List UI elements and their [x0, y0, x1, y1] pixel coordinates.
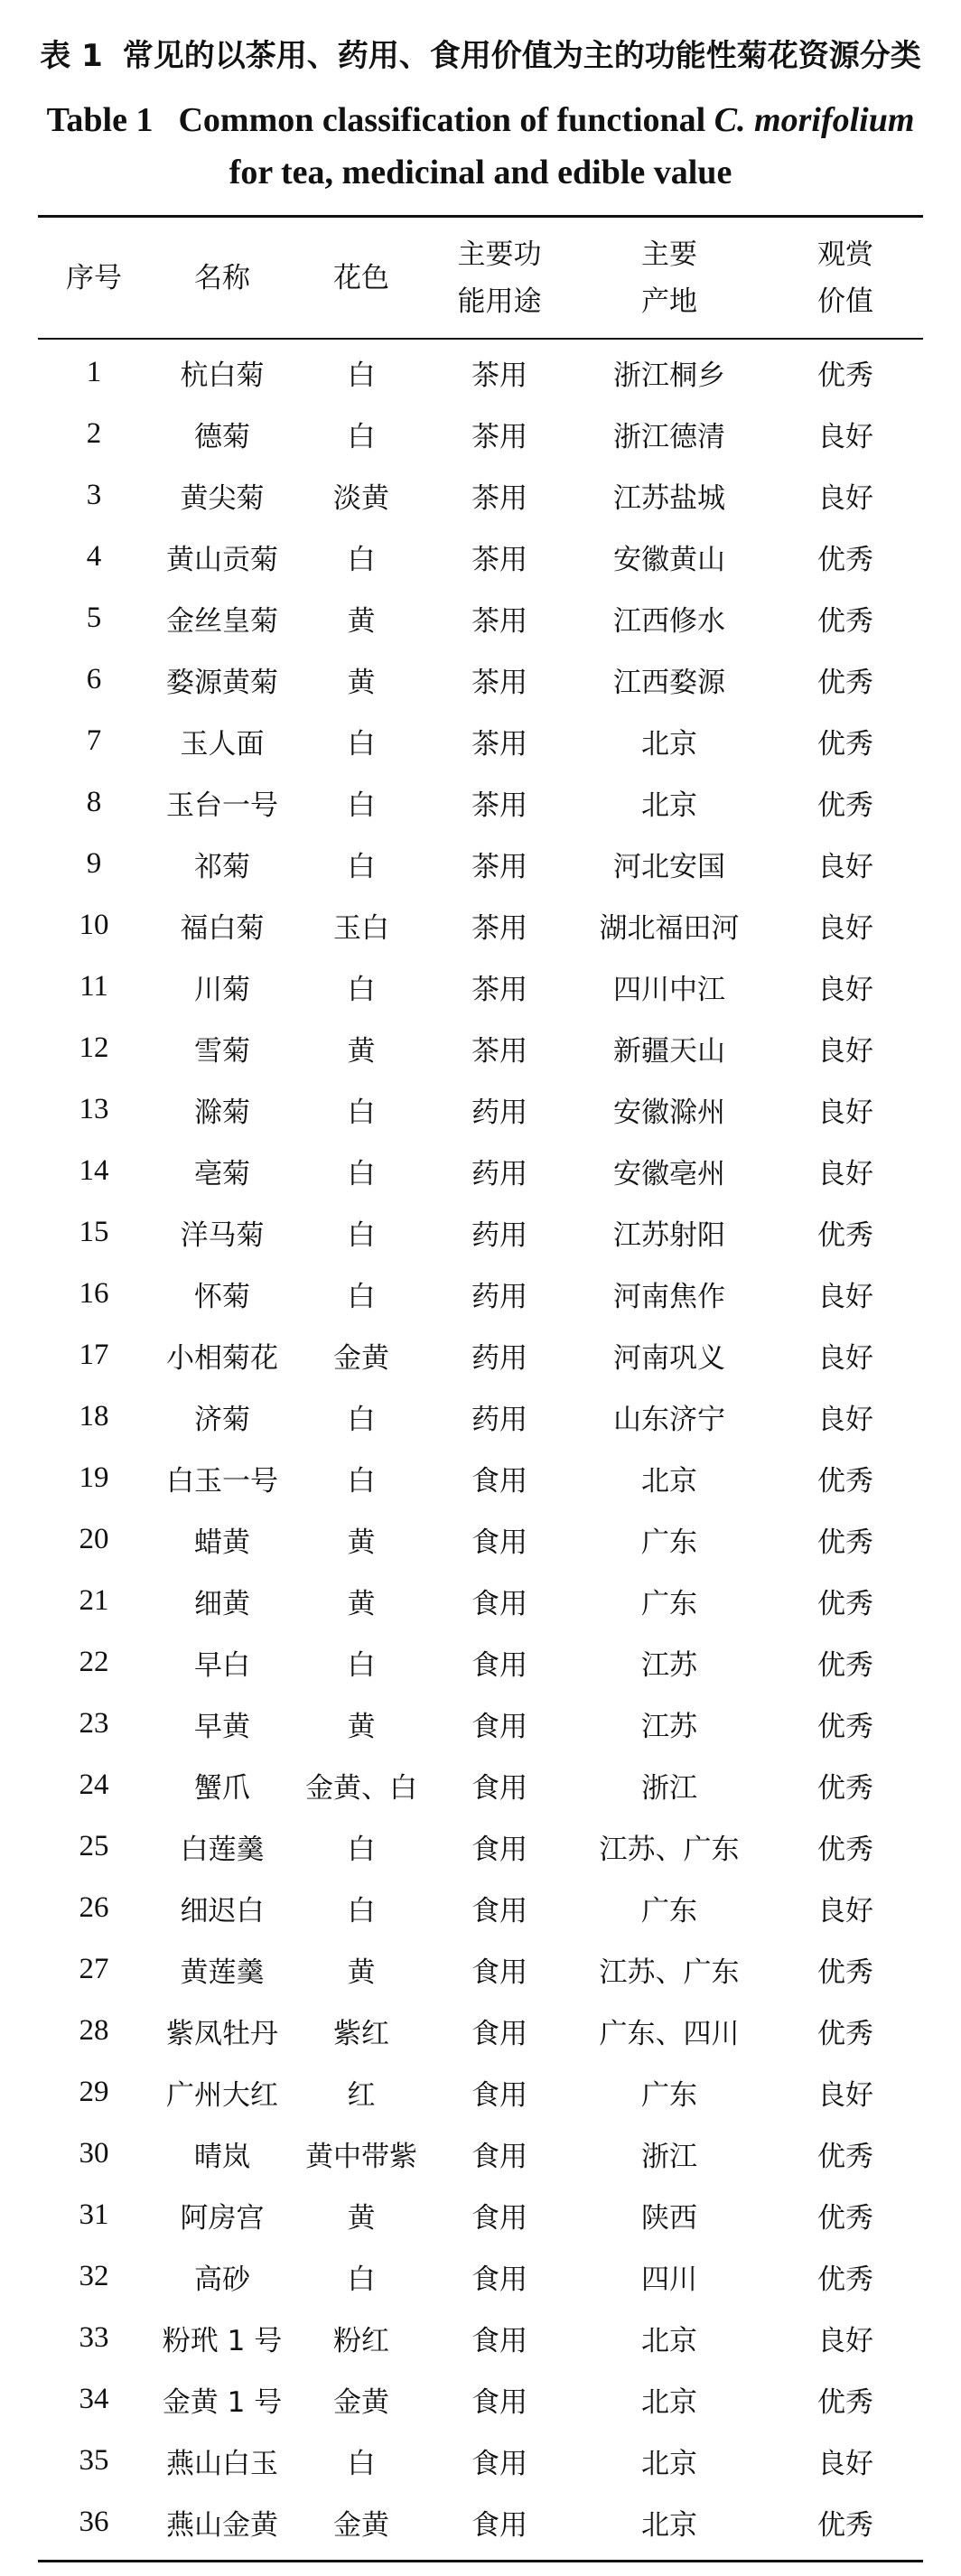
table-bottom-rule	[38, 2560, 923, 2562]
cell-name: 白莲羹	[180, 1833, 265, 1866]
header-value-line1: 观赏	[817, 238, 873, 271]
cell-value: 良好	[817, 2078, 873, 2112]
cell-color: 白	[347, 359, 376, 392]
cell-value: 优秀	[817, 359, 873, 392]
cell-value: 优秀	[817, 1955, 873, 1989]
caption-zh-title: 常见的以茶用、药用、食用价值为主的功能性菊花资源分类	[122, 38, 921, 74]
table-row	[38, 1815, 923, 1877]
cell-color: 金黄	[333, 2385, 389, 2419]
cell-use: 药用	[471, 1218, 527, 1252]
cell-color: 白	[347, 727, 376, 761]
table-body	[38, 341, 923, 2553]
cell-use: 食用	[471, 2263, 527, 2296]
cell-value: 优秀	[817, 1464, 873, 1498]
cell-origin: 江苏	[641, 1710, 697, 1743]
cell-use: 茶用	[471, 1034, 527, 1068]
cell-name: 怀菊	[194, 1280, 250, 1313]
table-row	[38, 2491, 923, 2553]
cell-name: 早白	[194, 1648, 250, 1682]
cell-origin: 广东、四川	[599, 2017, 740, 2050]
cell-origin: 山东济宁	[613, 1403, 725, 1436]
cell-name: 广州大红	[166, 2078, 278, 2112]
cell-color: 玉白	[333, 911, 389, 945]
cell-no: 35	[79, 2443, 109, 2477]
cell-color: 黄	[347, 1955, 376, 1989]
cell-use: 药用	[471, 1096, 527, 1129]
cell-use: 食用	[471, 1894, 527, 1927]
cell-use: 药用	[471, 1157, 527, 1190]
header-name-label: 名称	[194, 261, 250, 294]
cell-origin: 江苏、广东	[599, 1955, 740, 1989]
cell-color: 黄	[347, 666, 376, 699]
cell-use: 茶用	[471, 911, 527, 945]
cell-no: 33	[79, 2320, 109, 2354]
table-row	[38, 403, 923, 464]
table-row	[38, 2307, 923, 2368]
cell-no: 31	[79, 2198, 109, 2231]
cell-value: 良好	[817, 973, 873, 1006]
cell-origin: 浙江德清	[613, 420, 725, 453]
cell-color: 白	[347, 1218, 376, 1252]
cell-origin: 四川	[641, 2263, 697, 2296]
cell-no: 11	[79, 969, 108, 1003]
table-row	[38, 1263, 923, 1324]
cell-origin: 江苏盐城	[613, 481, 725, 515]
cell-name: 亳菊	[194, 1157, 250, 1190]
cell-name: 雪菊	[194, 1034, 250, 1068]
table-row	[38, 464, 923, 526]
cell-use: 食用	[471, 1771, 527, 1805]
cell-origin: 安徽黄山	[613, 543, 725, 576]
cell-value: 良好	[817, 1894, 873, 1927]
table-row	[38, 956, 923, 1017]
cell-value: 良好	[817, 2447, 873, 2480]
cell-no: 25	[79, 1829, 109, 1862]
cell-origin: 四川中江	[613, 973, 725, 1006]
cell-color: 白	[347, 1648, 376, 1682]
cell-origin: 安徽亳州	[613, 1157, 725, 1190]
cell-origin: 北京	[641, 2447, 697, 2480]
cell-value: 良好	[817, 1341, 873, 1375]
cell-origin: 浙江桐乡	[613, 359, 725, 392]
cell-origin: 陕西	[641, 2201, 697, 2235]
header-origin-line1: 主要	[641, 238, 697, 271]
cell-value: 良好	[817, 1157, 873, 1190]
cell-use: 茶用	[471, 604, 527, 638]
cell-value: 优秀	[817, 2140, 873, 2173]
cell-name: 蜡黄	[194, 1526, 250, 1559]
cell-no: 1	[86, 355, 102, 388]
cell-no: 4	[86, 539, 102, 573]
header-no	[38, 218, 150, 338]
cell-no: 27	[79, 1952, 109, 1985]
cell-name: 黄山贡菊	[166, 543, 278, 576]
table-row	[38, 1877, 923, 1938]
cell-use: 食用	[471, 1710, 527, 1743]
cell-use: 茶用	[471, 789, 527, 822]
caption-en-title-prefix: Common classification of functional	[178, 101, 714, 139]
caption-english	[36, 94, 925, 199]
cell-no: 24	[79, 1768, 109, 1801]
cell-color: 紫红	[333, 2017, 389, 2050]
cell-value: 优秀	[817, 666, 873, 699]
table-row	[38, 1570, 923, 1631]
cell-color: 白	[347, 1096, 376, 1129]
cell-origin: 北京	[641, 727, 697, 761]
cell-no: 18	[79, 1399, 109, 1433]
cell-origin: 北京	[641, 789, 697, 822]
cell-no: 21	[79, 1583, 109, 1617]
cell-name: 金黄 1 号	[162, 2385, 283, 2419]
header-use-line2: 能用途	[457, 285, 542, 318]
cell-no: 29	[79, 2075, 109, 2108]
cell-use: 茶用	[471, 543, 527, 576]
cell-color: 黄	[347, 2201, 376, 2235]
cell-no: 8	[86, 785, 102, 818]
cell-color: 白	[347, 1833, 376, 1866]
cell-color: 粉红	[333, 2324, 389, 2357]
table-row	[38, 2430, 923, 2491]
table-row	[38, 1386, 923, 1447]
cell-name: 玉台一号	[166, 789, 278, 822]
header-use	[428, 218, 571, 338]
cell-name: 黄莲羹	[180, 1955, 265, 1989]
table-row	[38, 1324, 923, 1386]
cell-origin: 江西修水	[613, 604, 725, 638]
cell-value: 优秀	[817, 1526, 873, 1559]
cell-use: 茶用	[471, 973, 527, 1006]
cell-origin: 广东	[641, 2078, 697, 2112]
cell-value: 良好	[817, 1403, 873, 1436]
header-origin-line2: 产地	[641, 285, 697, 318]
table-row	[38, 1017, 923, 1078]
table-row	[38, 2123, 923, 2184]
table-row	[38, 2000, 923, 2061]
table-row	[38, 894, 923, 956]
table-row	[38, 710, 923, 771]
cell-name: 小相菊花	[166, 1341, 278, 1375]
header-origin	[571, 218, 768, 338]
table-header	[38, 218, 923, 338]
cell-name: 高砂	[194, 2263, 250, 2296]
cell-color: 红	[347, 2078, 376, 2112]
cell-color: 淡黄	[333, 481, 389, 515]
cell-name: 济菊	[194, 1403, 250, 1436]
cell-value: 良好	[817, 850, 873, 883]
cell-no: 9	[86, 846, 102, 880]
cell-origin: 河南巩义	[613, 1341, 725, 1375]
cell-color: 白	[347, 973, 376, 1006]
cell-color: 白	[347, 1280, 376, 1313]
cell-name: 德菊	[194, 420, 250, 453]
cell-origin: 江苏、广东	[599, 1833, 740, 1866]
table-row	[38, 649, 923, 710]
cell-name: 婺源黄菊	[166, 666, 278, 699]
cell-color: 黄中带紫	[305, 2140, 417, 2173]
cell-value: 良好	[817, 481, 873, 515]
cell-color: 白	[347, 850, 376, 883]
cell-no: 15	[79, 1215, 109, 1248]
cell-name: 洋马菊	[180, 1218, 265, 1252]
cell-no: 6	[86, 662, 102, 695]
cell-value: 优秀	[817, 1648, 873, 1682]
cell-name: 川菊	[194, 973, 250, 1006]
cell-use: 药用	[471, 1403, 527, 1436]
cell-no: 19	[79, 1461, 109, 1494]
cell-name: 燕山白玉	[166, 2447, 278, 2480]
table-row	[38, 1447, 923, 1508]
cell-value: 良好	[817, 911, 873, 945]
header-value-line2: 价值	[817, 285, 873, 318]
cell-origin: 北京	[641, 2324, 697, 2357]
table-row	[38, 1938, 923, 2000]
cell-origin: 江苏	[641, 1648, 697, 1682]
cell-name: 紫凤牡丹	[166, 2017, 278, 2050]
table-row	[38, 833, 923, 894]
cell-origin: 湖北福田河	[599, 911, 740, 945]
cell-use: 药用	[471, 1280, 527, 1313]
cell-color: 黄	[347, 1526, 376, 1559]
cell-no: 32	[79, 2259, 109, 2292]
cell-color: 黄	[347, 604, 376, 638]
cell-use: 茶用	[471, 420, 527, 453]
cell-name: 早黄	[194, 1710, 250, 1743]
cell-no: 3	[86, 478, 102, 511]
cell-name: 细黄	[194, 1587, 250, 1620]
cell-name: 晴岚	[194, 2140, 250, 2173]
cell-origin: 广东	[641, 1587, 697, 1620]
cell-value: 优秀	[817, 1218, 873, 1252]
cell-no: 7	[86, 723, 102, 757]
cell-use: 食用	[471, 2447, 527, 2480]
cell-value: 优秀	[817, 1710, 873, 1743]
table-row	[38, 2245, 923, 2307]
cell-color: 金黄、白	[305, 1771, 417, 1805]
table-row	[38, 771, 923, 833]
cell-no: 5	[86, 601, 102, 634]
table-header-rule	[38, 338, 923, 340]
header-name	[150, 218, 294, 338]
cell-use: 食用	[471, 2078, 527, 2112]
cell-no: 12	[79, 1031, 109, 1064]
cell-origin: 北京	[641, 2508, 697, 2542]
cell-name: 祁菊	[194, 850, 250, 883]
table-row	[38, 1693, 923, 1754]
table-row	[38, 2368, 923, 2430]
cell-use: 食用	[471, 2017, 527, 2050]
cell-use: 食用	[471, 2508, 527, 2542]
cell-value: 优秀	[817, 1833, 873, 1866]
cell-value: 良好	[817, 1034, 873, 1068]
cell-name: 福白菊	[180, 911, 265, 945]
cell-use: 食用	[471, 1464, 527, 1498]
cell-name: 金丝皇菊	[166, 604, 278, 638]
caption-en-label: Table 1	[46, 101, 154, 139]
table-row	[38, 2184, 923, 2245]
cell-use: 食用	[471, 2140, 527, 2173]
cell-value: 优秀	[817, 2385, 873, 2419]
cell-use: 食用	[471, 1648, 527, 1682]
cell-value: 优秀	[817, 604, 873, 638]
cell-color: 白	[347, 2263, 376, 2296]
header-color	[294, 218, 428, 338]
cell-origin: 北京	[641, 1464, 697, 1498]
cell-use: 茶用	[471, 850, 527, 883]
cell-use: 茶用	[471, 481, 527, 515]
cell-origin: 新疆天山	[613, 1034, 725, 1068]
cell-no: 28	[79, 2013, 109, 2047]
cell-value: 优秀	[817, 1587, 873, 1620]
cell-no: 26	[79, 1890, 109, 1924]
cell-origin: 安徽滁州	[613, 1096, 725, 1129]
cell-origin: 北京	[641, 2385, 697, 2419]
cell-use: 食用	[471, 1587, 527, 1620]
cell-name: 粉玳 1 号	[162, 2324, 283, 2357]
table-row	[38, 1140, 923, 1201]
cell-use: 食用	[471, 1833, 527, 1866]
cell-value: 良好	[817, 1280, 873, 1313]
cell-value: 良好	[817, 2324, 873, 2357]
table-row	[38, 1508, 923, 1570]
cell-no: 10	[79, 908, 109, 941]
cell-name: 阿房宫	[180, 2201, 265, 2235]
cell-use: 茶用	[471, 359, 527, 392]
cell-name: 杭白菊	[180, 359, 265, 392]
cell-no: 22	[79, 1645, 109, 1678]
cell-no: 36	[79, 2505, 109, 2538]
table-row	[38, 1201, 923, 1263]
cell-origin: 浙江	[641, 2140, 697, 2173]
cell-color: 金黄	[333, 1341, 389, 1375]
table-row	[38, 1631, 923, 1693]
table-row	[38, 587, 923, 649]
cell-no: 14	[79, 1153, 109, 1187]
cell-use: 茶用	[471, 727, 527, 761]
cell-color: 白	[347, 1464, 376, 1498]
cell-name: 蟹爪	[194, 1771, 250, 1805]
cell-no: 13	[79, 1092, 109, 1125]
cell-use: 茶用	[471, 666, 527, 699]
cell-color: 白	[347, 1403, 376, 1436]
cell-value: 优秀	[817, 543, 873, 576]
cell-value: 良好	[817, 420, 873, 453]
cell-value: 优秀	[817, 2263, 873, 2296]
table-row	[38, 2061, 923, 2123]
cell-color: 白	[347, 1157, 376, 1190]
cell-value: 优秀	[817, 727, 873, 761]
cell-no: 2	[86, 416, 102, 450]
cell-use: 食用	[471, 1526, 527, 1559]
caption-en-species: C. morifolium	[714, 101, 915, 139]
header-value	[768, 218, 923, 338]
table-row	[38, 341, 923, 403]
cell-color: 白	[347, 420, 376, 453]
cell-use: 食用	[471, 2324, 527, 2357]
header-color-label: 花色	[333, 261, 389, 294]
cell-origin: 浙江	[641, 1771, 697, 1805]
cell-name: 玉人面	[180, 727, 265, 761]
caption-en-title-suffix: for tea, medicinal and edible value	[229, 154, 732, 191]
cell-color: 黄	[347, 1710, 376, 1743]
cell-value: 优秀	[817, 1771, 873, 1805]
cell-color: 黄	[347, 1587, 376, 1620]
cell-name: 燕山金黄	[166, 2508, 278, 2542]
header-use-line1: 主要功	[457, 238, 542, 271]
cell-no: 20	[79, 1522, 109, 1555]
cell-origin: 河南焦作	[613, 1280, 725, 1313]
cell-no: 17	[79, 1338, 109, 1371]
cell-origin: 江西婺源	[613, 666, 725, 699]
cell-no: 16	[79, 1276, 109, 1310]
cell-use: 食用	[471, 1955, 527, 1989]
cell-value: 优秀	[817, 2201, 873, 2235]
table-row	[38, 526, 923, 587]
cell-origin: 广东	[641, 1894, 697, 1927]
cell-origin: 广东	[641, 1526, 697, 1559]
cell-value: 优秀	[817, 2017, 873, 2050]
cell-no: 23	[79, 1706, 109, 1740]
cell-use: 食用	[471, 2385, 527, 2419]
cell-color: 白	[347, 543, 376, 576]
cell-value: 优秀	[817, 789, 873, 822]
table-row	[38, 1078, 923, 1140]
cell-name: 滁菊	[194, 1096, 250, 1129]
cell-color: 白	[347, 2447, 376, 2480]
cell-name: 黄尖菊	[180, 481, 265, 515]
caption-chinese	[0, 36, 961, 76]
cell-use: 药用	[471, 1341, 527, 1375]
cell-origin: 河北安国	[613, 850, 725, 883]
cell-color: 白	[347, 1894, 376, 1927]
cell-no: 30	[79, 2136, 109, 2170]
cell-color: 黄	[347, 1034, 376, 1068]
cell-value: 优秀	[817, 2508, 873, 2542]
cell-use: 食用	[471, 2201, 527, 2235]
cell-color: 白	[347, 789, 376, 822]
cell-name: 白玉一号	[166, 1464, 278, 1498]
header-no-label: 序号	[66, 261, 122, 294]
cell-name: 细迟白	[180, 1894, 265, 1927]
cell-color: 金黄	[333, 2508, 389, 2542]
cell-origin: 江苏射阳	[613, 1218, 725, 1252]
cell-no: 34	[79, 2382, 109, 2415]
table-row	[38, 1754, 923, 1815]
cell-value: 良好	[817, 1096, 873, 1129]
caption-zh-label: 表 1	[40, 38, 103, 74]
